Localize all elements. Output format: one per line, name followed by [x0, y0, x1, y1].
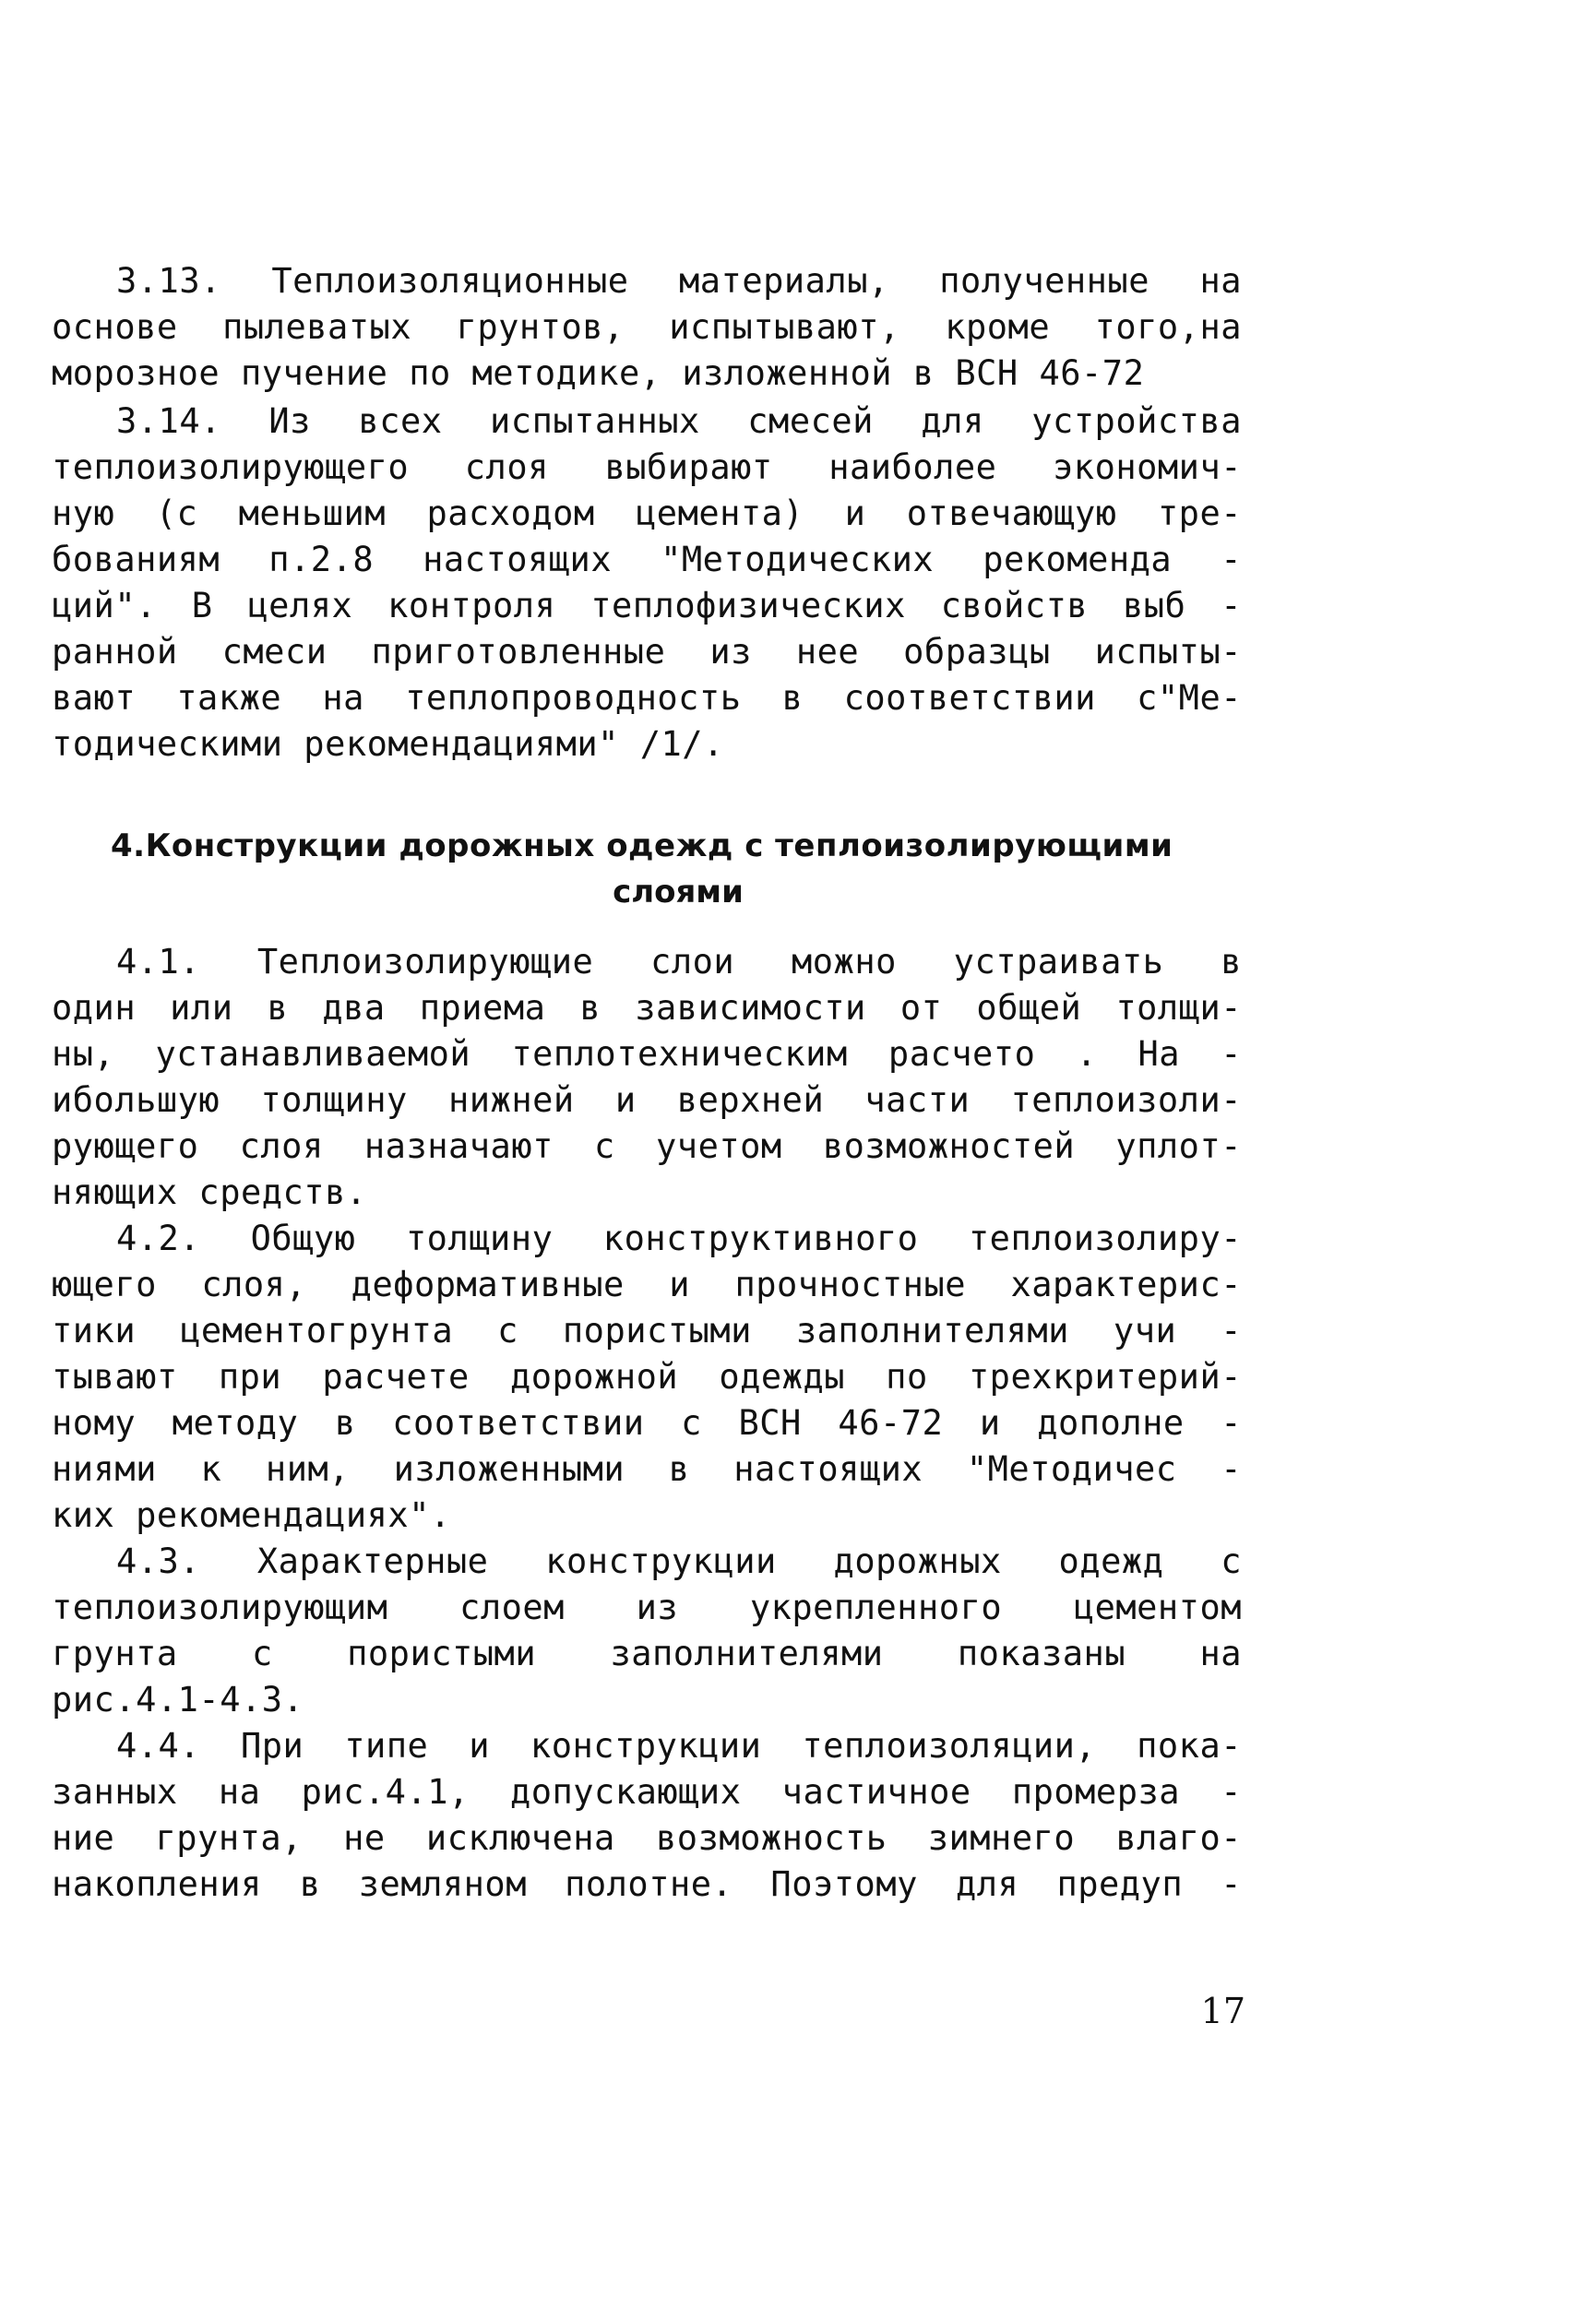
- text-line: вают также на теплопроводность в соответствии с"Ме-: [52, 678, 1242, 718]
- text-line: тики цементогрунта с пористыми заполнителями учи -: [52, 1311, 1242, 1351]
- text-line: бованиям п.2.8 настоящих "Методических рекоменда -: [52, 540, 1242, 579]
- text-line: 4.2. Общую толщину конструктивного теплоизолиру-: [116, 1219, 1242, 1258]
- paragraph-4-1: [52, 939, 1242, 1216]
- text-line: ние грунта, не исключена возможность зимнего влаго-: [52, 1818, 1242, 1858]
- text-line: ких рекомендациях".: [52, 1495, 451, 1535]
- text-line: 4.3. Характерные конструкции дорожных одежд с: [116, 1541, 1242, 1581]
- text-line: тодическими рекомендациями" /1/.: [52, 724, 724, 764]
- paragraph-3-14: [52, 399, 1242, 768]
- text-line: ниями к ним, изложенными в настоящих "Методичес -: [52, 1449, 1242, 1489]
- text-line: рующего слоя назначают с учетом возможностей уплот-: [52, 1126, 1242, 1166]
- paragraph-4-2: [52, 1216, 1242, 1539]
- text-line: один или в два приема в зависимости от общей толщи-: [52, 988, 1242, 1028]
- page-number: 17: [1200, 1991, 1245, 2031]
- text-line: ющего слоя, деформативные и прочностные характерис-: [52, 1265, 1242, 1304]
- text-line: ибольшую толщину нижней и верхней части теплоизоли-: [52, 1080, 1242, 1120]
- text-line: теплоизолирующим слоем из укрепленного цементом: [52, 1588, 1242, 1627]
- text-line: няющих средств.: [52, 1172, 367, 1212]
- text-line: грунта с пористыми заполнителями показаны на: [52, 1634, 1242, 1673]
- paragraph-4-3: [52, 1539, 1242, 1723]
- text-line: ны, устанавливаемой теплотехническим расчето . На -: [52, 1034, 1242, 1074]
- section-heading-line: слоями: [613, 874, 744, 910]
- text-line: тывают при расчете дорожной одежды по трехкритерий-: [52, 1357, 1242, 1397]
- text-line: ций". В целях контроля теплофизических свойств выб -: [52, 586, 1242, 625]
- section-heading-line: 4.Конструкции дорожных одежд с теплоизолирующими: [111, 827, 1173, 864]
- text-line: 4.1. Теплоизолирующие слои можно устраивать в: [116, 942, 1242, 982]
- text-line: ному методу в соответствии с ВСН 46-72 и дополне -: [52, 1403, 1242, 1443]
- text-line: ранной смеси приготовленные из нее образцы испыты-: [52, 632, 1242, 672]
- section-heading: [111, 823, 1209, 915]
- text-line: 3.13. Теплоизоляционные материалы, полученные на: [116, 261, 1242, 301]
- text-line: морозное пучение по методике, изложенной в ВСН 46-72: [52, 353, 1145, 393]
- text-line: накопления в земляном полотне. Поэтому для предуп -: [52, 1864, 1242, 1904]
- paragraph-3-13: [52, 258, 1242, 397]
- text-line: 3.14. Из всех испытанных смесей для устройства: [116, 401, 1242, 441]
- text-line: основе пылеватых грунтов, испытывают, кроме того,на: [52, 307, 1242, 347]
- text-line: рис.4.1-4.3.: [52, 1680, 304, 1720]
- paragraph-4-4: [52, 1723, 1242, 1908]
- text-line: теплоизолирующего слоя выбирают наиболее экономич-: [52, 447, 1242, 487]
- text-line: занных на рис.4.1, допускающих частичное промерза -: [52, 1772, 1242, 1812]
- text-line: ную (с меньшим расходом цемента) и отвечающую тре-: [52, 494, 1242, 533]
- text-line: 4.4. При типе и конструкции теплоизоляции, пока-: [116, 1726, 1242, 1766]
